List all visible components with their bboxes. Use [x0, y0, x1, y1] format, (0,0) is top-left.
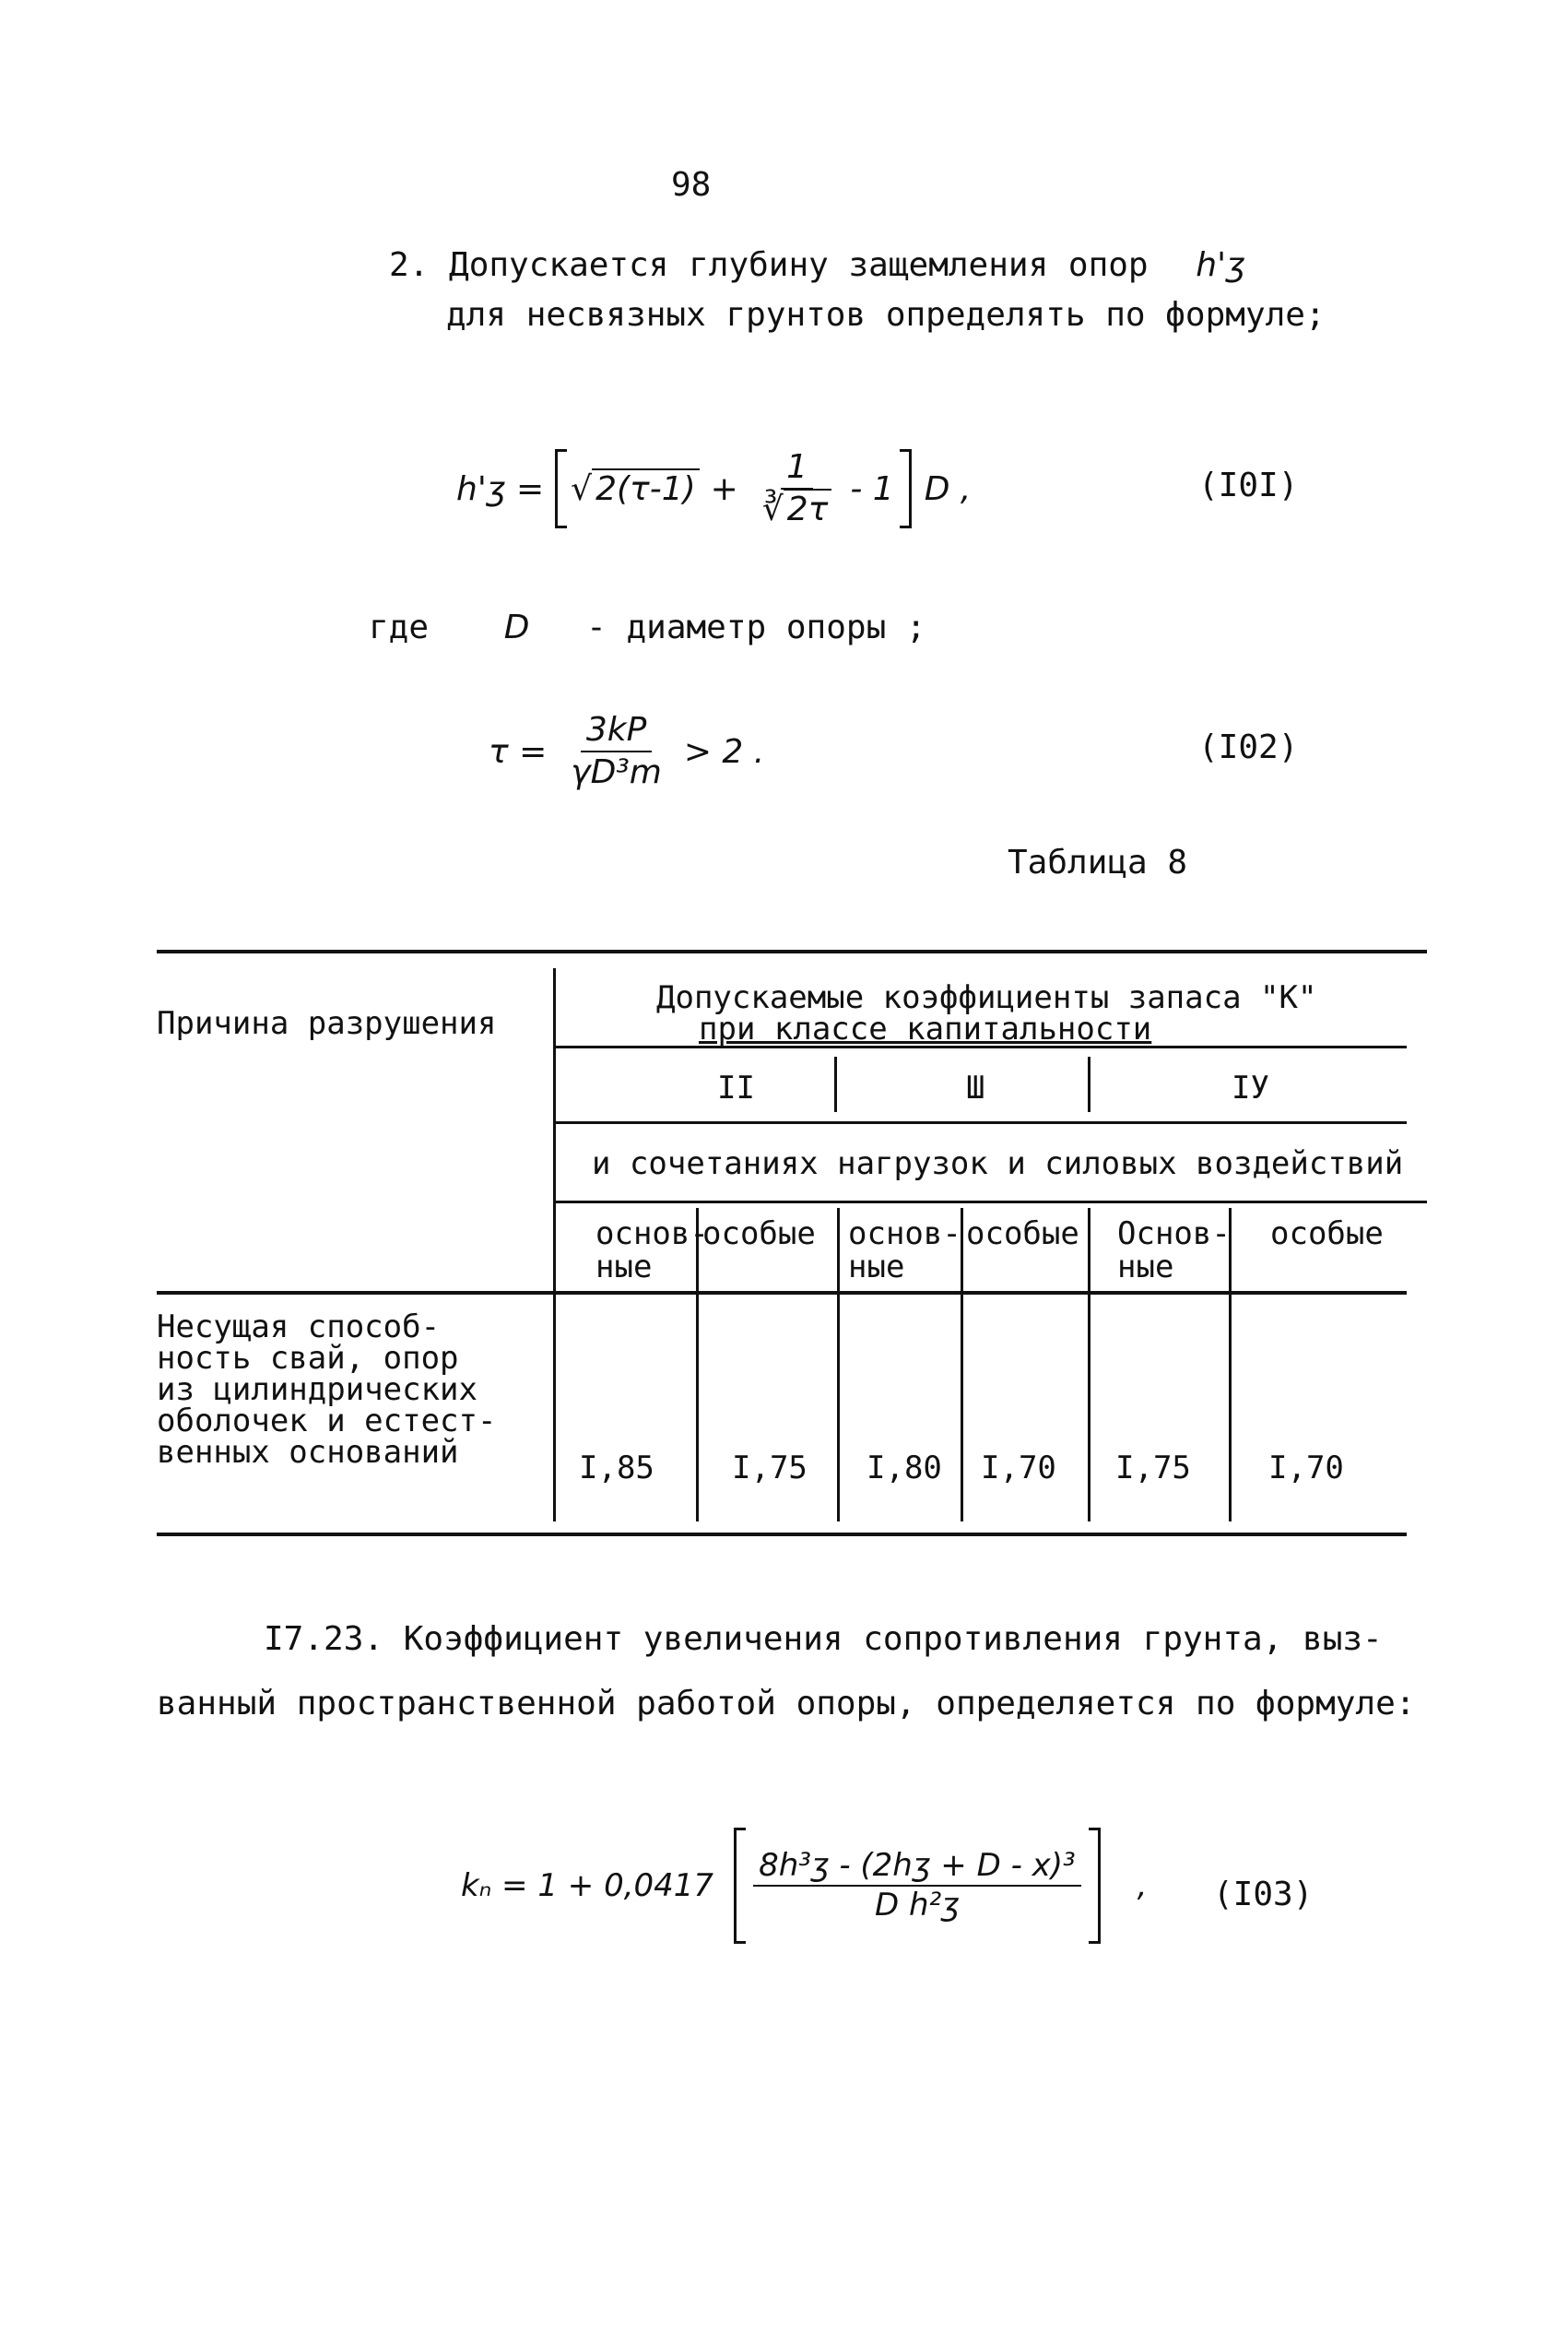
f102-lhs: τ =	[489, 732, 548, 771]
item1723-line1: I7.23. Коэффициент увеличения сопротивления грунта, выз-	[264, 1620, 1383, 1658]
f101-minus-one: - 1	[850, 469, 894, 508]
subhdr-2: особые	[702, 1215, 816, 1252]
f103-comma: ,	[1137, 1867, 1148, 1904]
item2-symbol: h'ʒ	[1196, 246, 1245, 284]
f103-num: 8h³ʒ - (2hʒ + D - x)³	[753, 1849, 1081, 1887]
class-ii: II	[717, 1070, 755, 1107]
f101-number: (I0I)	[1198, 467, 1299, 504]
f103-fraction	[753, 1846, 1081, 1924]
where-text: - диаметр опоры ;	[586, 609, 926, 646]
f102-rhs: > 2 .	[683, 732, 765, 771]
f101-frac-num: 1	[781, 449, 813, 490]
group-header-line1: Допускаемые коэффициенты запаса "К"	[656, 979, 1317, 1016]
class-iv: IУ	[1232, 1070, 1269, 1107]
subhdr-4: особые	[966, 1215, 1079, 1252]
class-iii: Ш	[966, 1070, 985, 1107]
where-symbol: D	[503, 609, 530, 646]
row-label: Несущая способ- ность свай, опор из цилиндрических оболочек и естест- венных оснований	[157, 1308, 497, 1471]
f101-frac-den: 2τ	[784, 489, 832, 528]
f101-bracket-right	[900, 449, 912, 528]
page-number: 98	[671, 166, 712, 204]
value-ii-main: I,85	[579, 1450, 654, 1486]
item1723-line2: ванный пространственной работой опоры, определяется по формуле:	[157, 1685, 1416, 1722]
vrule-0	[553, 968, 556, 1521]
formula-103	[461, 1835, 1147, 1936]
f102-number: (I02)	[1198, 728, 1299, 766]
subhdr-1: основ- ные	[595, 1215, 709, 1285]
table-8	[157, 950, 1427, 1540]
value-iii-main: I,80	[867, 1450, 942, 1486]
item2-text1: 2. Допускается глубину защемления опор	[389, 246, 1149, 284]
value-iv-special: I,70	[1268, 1450, 1344, 1486]
item2-line2: для несвязных грунтов определять по формуле;	[446, 296, 1326, 334]
f103-number: (I03)	[1213, 1876, 1314, 1913]
rule-under-header	[157, 1291, 1407, 1295]
where-line	[369, 604, 926, 652]
combination-header: и сочетаниях нагрузок и силовых воздействий	[592, 1145, 1404, 1182]
formula-102	[489, 710, 764, 793]
f102-num: 3kP	[581, 712, 652, 752]
rule-under-classes	[553, 1121, 1407, 1124]
group-header-line2: при классе капитальности	[699, 1011, 1152, 1048]
vrule-2	[837, 1208, 840, 1521]
vrule-4	[1088, 1208, 1091, 1521]
col0-header: Причина разрушения	[157, 1005, 497, 1042]
f101-tail: D ,	[924, 469, 972, 508]
f101-fraction	[757, 449, 838, 527]
f101-sqrt: 2(τ-1)	[592, 468, 700, 508]
vrule-class-2	[1088, 1057, 1091, 1112]
f103-den: D h²ʒ	[874, 1887, 960, 1924]
subhdr-3: основ- ные	[848, 1215, 961, 1285]
f102-den: γD³m	[571, 753, 662, 791]
rule-under-combination	[553, 1201, 1427, 1203]
value-ii-special: I,75	[732, 1450, 808, 1486]
f101-root-sign: ∛	[761, 491, 784, 528]
value-iv-main: I,75	[1115, 1450, 1191, 1486]
f103-bracket-left	[734, 1828, 746, 1944]
subhdr-6: особые	[1270, 1215, 1384, 1252]
subhdr-5: Основ- ные	[1117, 1215, 1231, 1285]
table-caption: Таблица 8	[1008, 844, 1188, 882]
table-bottom-rule	[157, 1533, 1407, 1536]
f103-bracket-right	[1089, 1828, 1101, 1944]
f101-lhs: h'ʒ =	[456, 469, 545, 508]
f101-plus: +	[710, 469, 738, 508]
f101-bracket-left	[555, 449, 567, 528]
table-top-rule	[157, 950, 1427, 953]
item2-line1	[389, 242, 1245, 290]
vrule-class-1	[834, 1057, 837, 1112]
f103-lhs: kₙ = 1 + 0,0417	[461, 1867, 714, 1904]
formula-101: h'ʒ = √ 2(τ-1) + $\frac{1}{∛ 2\tau}$ - 1 D ,	[456, 448, 972, 528]
f102-fraction	[565, 712, 667, 790]
value-iii-special: I,70	[981, 1450, 1056, 1486]
where-label: где	[369, 609, 430, 646]
